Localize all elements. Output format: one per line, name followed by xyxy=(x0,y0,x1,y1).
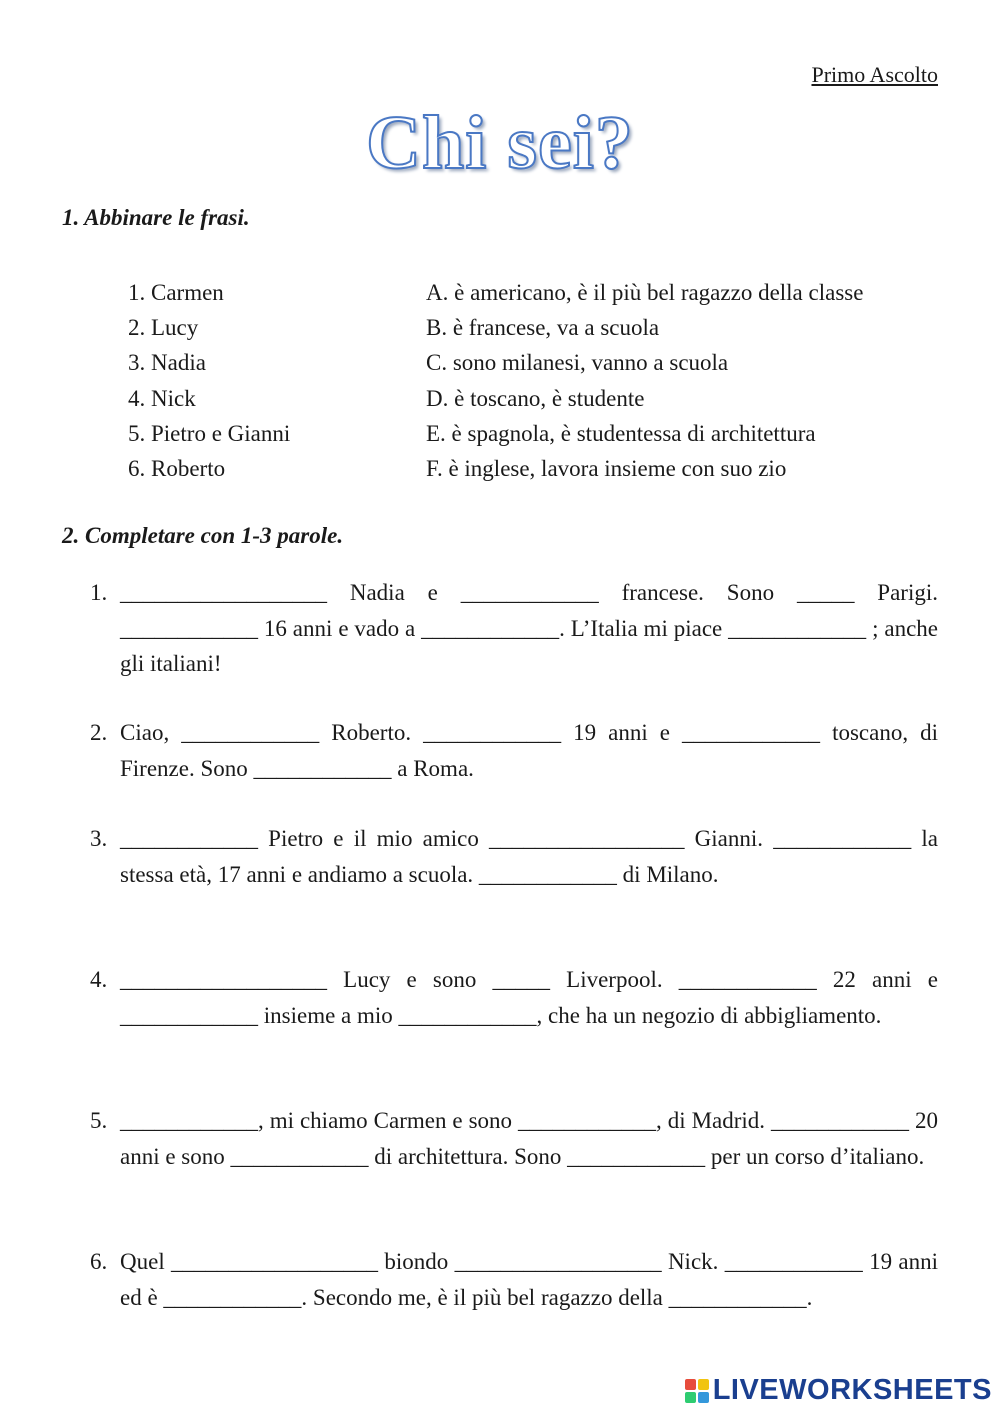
descriptions-list xyxy=(426,275,863,486)
exercise-item xyxy=(90,821,938,892)
exercise-text: __________________ Lucy e sono _____ Liverpool. ____________ 22 anni e ____________ insieme a mio ____________, che ha un negozio di abbigliamento. xyxy=(120,967,938,1028)
logo-square xyxy=(685,1392,696,1403)
exercise-text: __________________ Nadia e ____________ francese. Sono _____ Parigi. ____________ 16 anni e vado a ____________. L’Italia mi piace ____________ ; anche gli italiani! xyxy=(120,580,938,676)
description-item: A. è americano, è il più bel ragazzo della classe xyxy=(426,280,864,305)
description-item: E. è spagnola, è studentessa di architettura xyxy=(426,420,816,446)
exercise-item xyxy=(90,575,938,682)
exercise-text: Quel __________________ biondo __________________ Nick. ____________ 19 anni ed è ____________. Secondo me, è il più bel ragazzo della ____________. xyxy=(120,1249,938,1310)
name-item: 3. Nadia xyxy=(128,350,206,376)
logo-text: LIVEWORKSHEETS xyxy=(712,1374,992,1406)
exercise-number: 2. xyxy=(90,720,108,745)
exercise-text: ____________, mi chiamo Carmen e sono ____________, di Madrid. ____________ 20 anni e sono ____________ di architettura. Sono ____________ per un corso d’italiano. xyxy=(120,1108,938,1169)
logo-square xyxy=(698,1392,709,1403)
logo-square xyxy=(685,1379,696,1390)
liveworksheets-logo[interactable] xyxy=(685,1374,992,1407)
name-item: 6. Roberto xyxy=(128,456,226,482)
page-title: Chi sei? xyxy=(366,101,634,185)
exercise-number: 4. xyxy=(90,967,108,992)
description-item: B. è francese, va a scuola xyxy=(426,315,660,341)
description-item: D. è toscano, è studente xyxy=(426,385,645,411)
exercise-number: 1. xyxy=(90,580,108,605)
section1-heading: 1. Abbinare le frasi. xyxy=(62,205,250,230)
description-item: C. sono milanesi, vanno a scuola xyxy=(426,350,729,376)
section2-heading: 2. Completare con 1-3 parole. xyxy=(62,523,344,548)
name-item: 4. Nick xyxy=(128,385,196,411)
exercise-text: Ciao, ____________ Roberto. ____________ 19 anni e ____________ toscano, di Firenze. Sono ____________ a Roma. xyxy=(120,720,938,781)
logo-square xyxy=(698,1379,709,1390)
exercise-number: 3. xyxy=(90,826,108,851)
names-list xyxy=(128,275,290,486)
exercise-item xyxy=(90,1103,938,1174)
name-item: 2. Lucy xyxy=(128,315,199,341)
name-item: 5. Pietro e Gianni xyxy=(128,420,291,446)
description-item: F. è inglese, lavora insieme con suo zio xyxy=(426,456,787,482)
logo-badge-icon xyxy=(685,1379,709,1403)
exercise-item xyxy=(90,715,938,786)
header-label: Primo Ascolto xyxy=(811,62,938,87)
exercise-number: 6. xyxy=(90,1249,108,1274)
exercise-text: ____________ Pietro e il mio amico _________________ Gianni. ____________ la stessa età, 17 anni e andiamo a scuola. ____________ di Milano. xyxy=(120,826,938,887)
name-item: 1. Carmen xyxy=(128,280,224,305)
exercise-item xyxy=(90,1244,938,1315)
exercise-item xyxy=(90,962,938,1033)
exercise-number: 5. xyxy=(90,1108,108,1133)
